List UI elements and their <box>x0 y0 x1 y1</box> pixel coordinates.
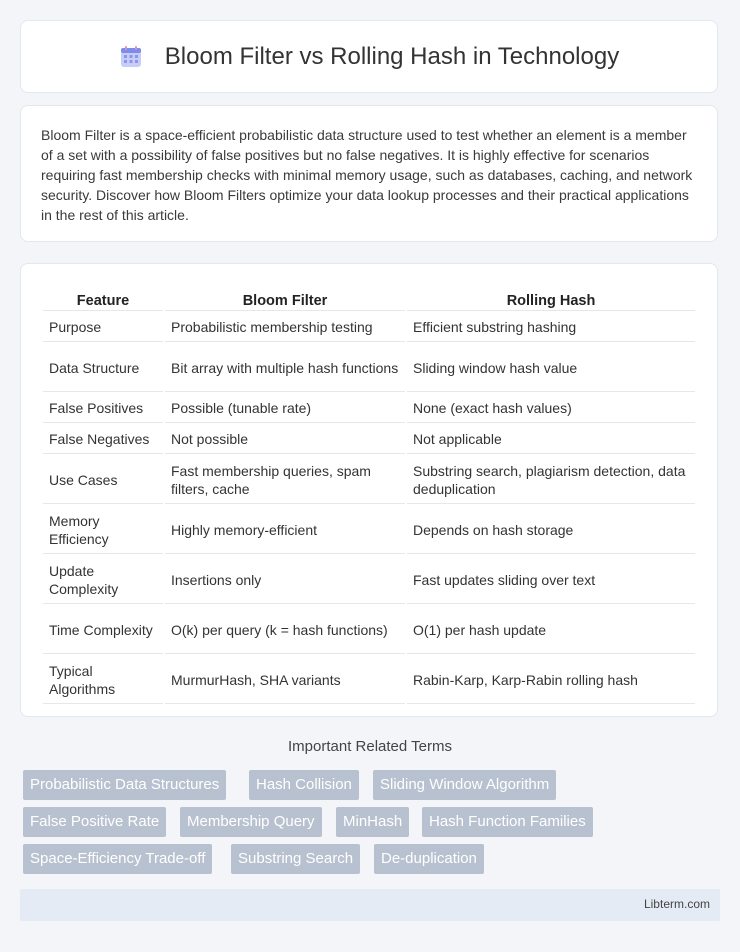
header-feature: Feature <box>43 287 163 311</box>
comparison-table <box>41 285 697 706</box>
rolling-cell: Not applicable <box>407 425 695 454</box>
tag-probabilistic-data-structures[interactable]: Probabilistic Data Structures <box>23 770 226 800</box>
rolling-cell: Substring search, plagiarism detection, data deduplication <box>407 456 695 504</box>
bloom-cell: O(k) per query (k = hash functions) <box>165 606 405 654</box>
rolling-cell: Sliding window hash value <box>407 344 695 392</box>
feature-cell: Typical Algorithms <box>43 656 163 704</box>
footer <box>20 889 720 921</box>
table-row <box>43 456 695 504</box>
tag-space-efficiency-trade-off[interactable]: Space-Efficiency Trade-off <box>23 844 212 874</box>
feature-cell: Purpose <box>43 313 163 342</box>
tag-de-duplication[interactable]: De-duplication <box>374 844 484 874</box>
feature-cell: False Negatives <box>43 425 163 454</box>
tag-minhash[interactable]: MinHash <box>336 807 409 837</box>
bloom-cell: Insertions only <box>165 556 405 604</box>
bloom-cell: Not possible <box>165 425 405 454</box>
feature-cell: Memory Efficiency <box>43 506 163 554</box>
tag-hash-collision[interactable]: Hash Collision <box>249 770 359 800</box>
feature-cell: Time Complexity <box>43 606 163 654</box>
rolling-cell: O(1) per hash update <box>407 606 695 654</box>
bloom-cell: Probabilistic membership testing <box>165 313 405 342</box>
tag-substring-search[interactable]: Substring Search <box>231 844 360 874</box>
bloom-cell: Bit array with multiple hash functions <box>165 344 405 392</box>
table-header-row <box>43 287 695 311</box>
comparison-card <box>20 263 718 717</box>
bloom-cell: Fast membership queries, spam filters, cache <box>165 456 405 504</box>
table-row <box>43 556 695 604</box>
intro-card <box>20 105 718 242</box>
feature-cell: Use Cases <box>43 456 163 504</box>
rolling-cell: Depends on hash storage <box>407 506 695 554</box>
bloom-cell: MurmurHash, SHA variants <box>165 656 405 704</box>
header-bloom-filter: Bloom Filter <box>165 287 405 311</box>
page-title: Bloom Filter vs Rolling Hash in Technology <box>164 42 620 70</box>
feature-cell: False Positives <box>43 394 163 423</box>
table-row <box>43 425 695 454</box>
tag-hash-function-families[interactable]: Hash Function Families <box>422 807 593 837</box>
table-row <box>43 656 695 704</box>
title-card <box>20 20 718 93</box>
rolling-cell: Rabin-Karp, Karp-Rabin rolling hash <box>407 656 695 704</box>
intro-text: Bloom Filter is a space-efficient probabilistic data structure used to test whether an element is a member of a set with a possibility of false positives but no false negatives. It is highly effective for scenarios requiring fast membership checks with minimal memory usage, such as databases, caching, and network security. Discover how Bloom Filters optimize your data lookup processes and their practical applications in the rest of this article. <box>41 127 693 223</box>
feature-cell: Update Complexity <box>43 556 163 604</box>
tag-sliding-window-algorithm[interactable]: Sliding Window Algorithm <box>373 770 556 800</box>
table-row <box>43 394 695 423</box>
table-row <box>43 344 695 392</box>
rolling-cell: None (exact hash values) <box>407 394 695 423</box>
table-row <box>43 313 695 342</box>
tag-membership-query[interactable]: Membership Query <box>180 807 322 837</box>
footer-site-link[interactable]: Libterm.com <box>643 897 710 911</box>
rolling-cell: Fast updates sliding over text <box>407 556 695 604</box>
bloom-cell: Highly memory-efficient <box>165 506 405 554</box>
bloom-cell: Possible (tunable rate) <box>165 394 405 423</box>
table-row <box>43 606 695 654</box>
table-row <box>43 506 695 554</box>
tag-false-positive-rate[interactable]: False Positive Rate <box>23 807 166 837</box>
calendar-grid-icon <box>119 45 143 69</box>
related-terms-title: Important Related Terms <box>288 738 452 755</box>
header-rolling-hash: Rolling Hash <box>407 287 695 311</box>
feature-cell: Data Structure <box>43 344 163 392</box>
rolling-cell: Efficient substring hashing <box>407 313 695 342</box>
